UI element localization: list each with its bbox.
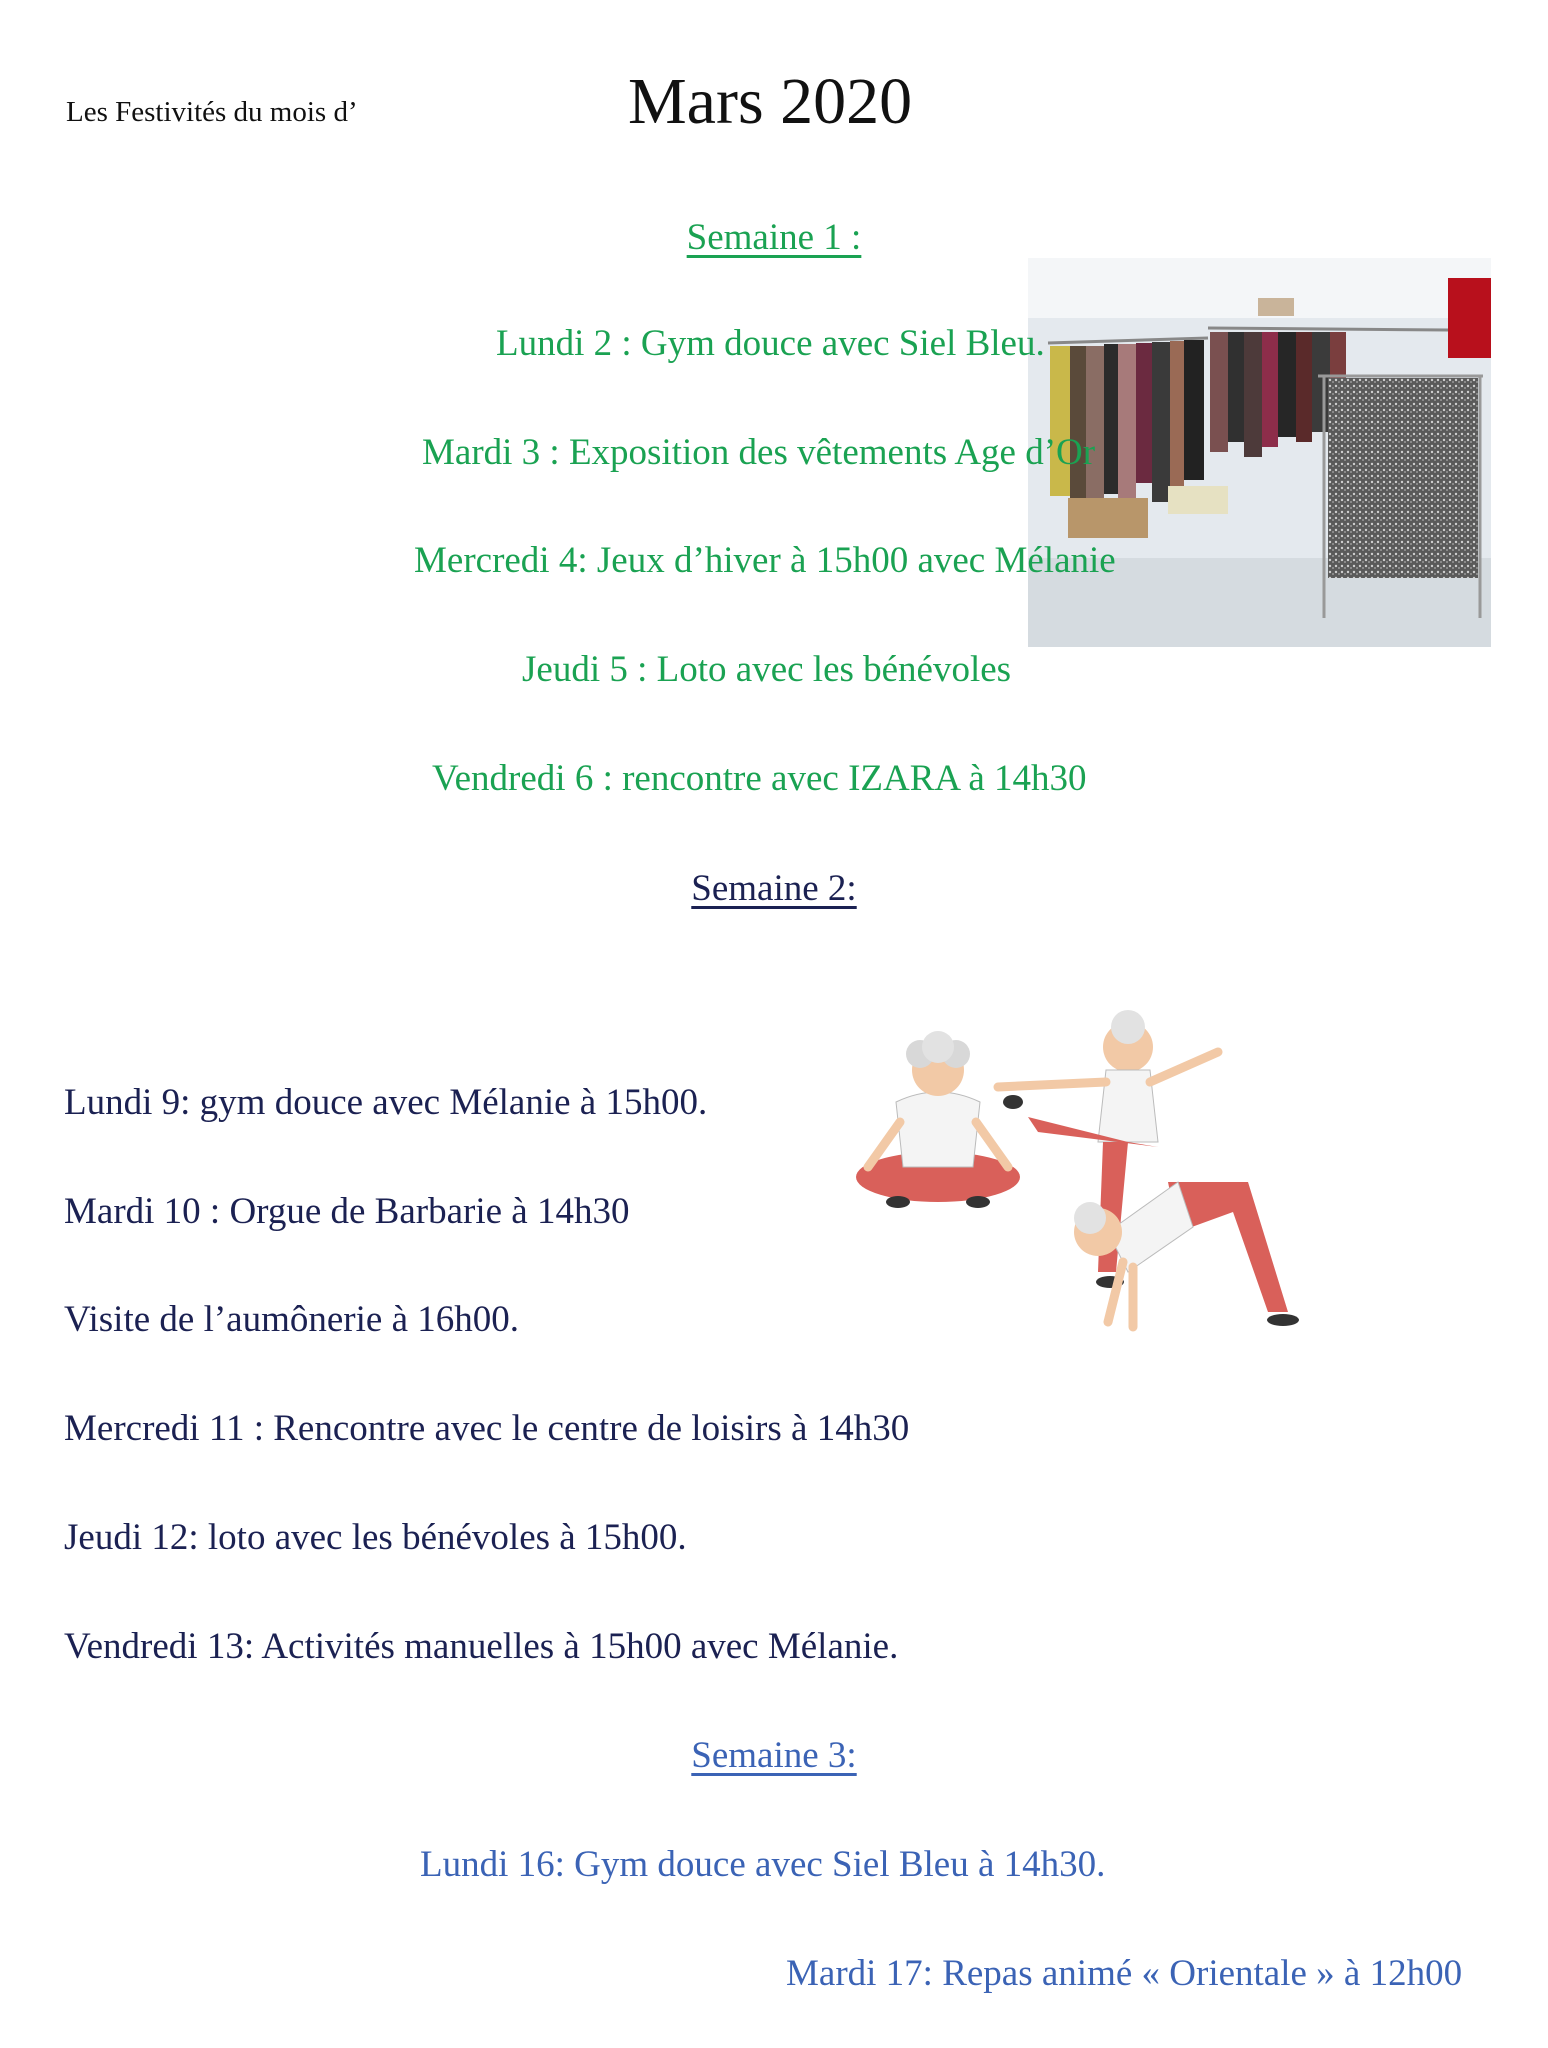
week1-item <box>414 539 1116 582</box>
activity-text: Orgue de Barbarie à 14h30 <box>220 1191 630 1232</box>
week2-heading: Semaine 2: <box>691 868 857 909</box>
week1-item <box>422 431 1095 474</box>
clothing-exhibition-photo <box>1028 258 1491 647</box>
week1-item <box>432 757 1087 800</box>
day-label: Lundi 16: <box>420 1844 565 1885</box>
day-label: Mardi 3 : <box>422 432 560 473</box>
day-label: Lundi 9: <box>64 1082 191 1123</box>
week3-heading: Semaine 3: <box>691 1735 857 1776</box>
activity-text: Rencontre avec le centre de loisirs à 14h30 <box>264 1408 910 1449</box>
activity-text: Repas animé « Orientale » à 12h00 <box>932 1953 1463 1994</box>
week1-item <box>496 322 1045 365</box>
day-label: Lundi 2 : <box>496 323 632 364</box>
week2-item <box>64 1190 629 1233</box>
day-label: Vendredi 6 : <box>432 758 613 799</box>
week1-item <box>522 648 1011 691</box>
day-label: Jeudi 5 : <box>522 649 648 690</box>
day-label: Vendredi 13: <box>64 1626 255 1667</box>
day-label: Mardi 10 : <box>64 1191 221 1232</box>
week2-item <box>64 1407 909 1450</box>
activity-text: Gym douce avec Siel Bleu à 14h30. <box>564 1844 1106 1885</box>
day-label: Mardi 17: <box>786 1953 933 1994</box>
week2-item <box>64 1516 687 1559</box>
week3-item <box>786 1952 1462 1995</box>
header-subtitle: Les Festivités du mois d’ <box>66 96 358 128</box>
activity-text: rencontre avec IZARA à 14h30 <box>612 758 1087 799</box>
day-label: Mercredi 11 : <box>64 1408 264 1449</box>
activity-text: loto avec les bénévoles à 15h00. <box>198 1517 687 1558</box>
activity-text: Gym douce avec Siel Bleu. <box>631 323 1045 364</box>
yoga-seniors-illustration <box>828 982 1388 1382</box>
activity-text: Visite de l’aumônerie à 16h00. <box>64 1299 520 1340</box>
week3-item <box>420 1843 1105 1886</box>
week2-item <box>64 1298 519 1341</box>
activity-text: Exposition des vêtements Age d’Or <box>559 432 1096 473</box>
day-label: Mercredi 4: <box>414 540 588 581</box>
page-title: Mars 2020 <box>628 65 913 138</box>
week1-heading: Semaine 1 : <box>686 217 862 258</box>
day-label: Jeudi 12: <box>64 1517 199 1558</box>
activity-text: Activités manuelles à 15h00 avec Mélanie. <box>254 1626 899 1667</box>
activity-text: Jeux d’hiver à 15h00 avec Mélanie <box>587 540 1116 581</box>
week2-item <box>64 1625 898 1668</box>
activity-text: gym douce avec Mélanie à 15h00. <box>190 1082 708 1123</box>
activity-text: Loto avec les bénévoles <box>647 649 1012 690</box>
week2-item <box>64 1081 707 1124</box>
